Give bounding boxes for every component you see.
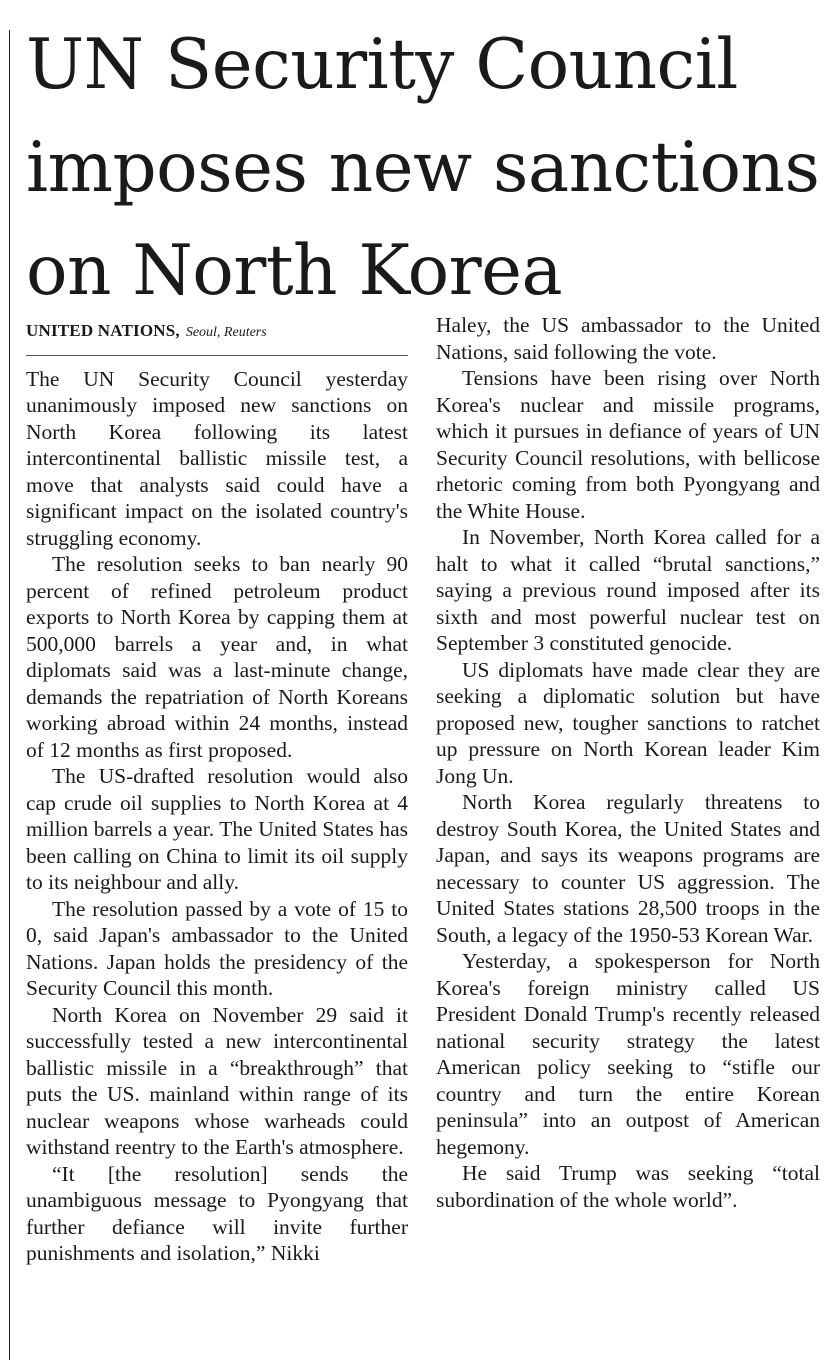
paragraph: US diplomats have made clear they are seeking a diplomatic solution but have proposed new, tougher sanctions to ratchet up pressure on North Korean leader Kim Jong Un. xyxy=(436,657,820,788)
paragraph: He said Trump was seeking “total subordination of the whole world”. xyxy=(436,1161,820,1212)
paragraph: North Korea on November 29 said it successfully tested a new intercontinental ballistic missile in a “breakthrough” that puts the US. mainland within range of its nuclear weapons whose warheads could withstand reentry to the Earth's atmosphere. xyxy=(26,1002,408,1159)
dateline-location: UNITED NATIONS, xyxy=(26,321,180,340)
dateline-divider xyxy=(26,355,408,356)
paragraph: North Korea regularly threatens to destroy South Korea, the United States and Japan, and says its weapons programs are necessary to counter US aggression. The United States stations 28,500 troops in the South, a legacy of the 1950-53 Korean War. xyxy=(436,790,820,947)
article-column-left xyxy=(26,318,408,1267)
dateline xyxy=(26,318,408,347)
headline: UN Security Council imposes new sanctions on North Korea xyxy=(26,25,820,311)
paragraph: Yesterday, a spokesperson for North Korea's foreign ministry called US President Donald Trump's recently released national security strategy the latest American policy seeking to “stifle our country and turn the entire Korean peninsula” into an outpost of American hegemony. xyxy=(436,949,820,1159)
article-column-right xyxy=(436,312,820,1213)
dateline-source: Seoul, Reuters xyxy=(185,325,267,340)
paragraph: In November, North Korea called for a halt to what it called “brutal sanctions,” saying a previous round imposed after its sixth and most powerful nuclear test on September 3 constituted genocide. xyxy=(436,525,820,655)
column-rule-left xyxy=(9,30,10,1360)
paragraph: “It [the resolution] sends the unambiguous message to Pyongyang that further defiance will invite further punishments and isolation,” Nikki xyxy=(26,1161,408,1265)
paragraph: The resolution passed by a vote of 15 to 0, said Japan's ambassador to the United Nations. Japan holds the presidency of the Security Council this month. xyxy=(26,896,408,1000)
paragraph: The US-drafted resolution would also cap crude oil supplies to North Korea at 4 million barrels a year. The United States has been calling on China to limit its oil supply to its neighbour and ally. xyxy=(26,764,408,894)
paragraph: Haley, the US ambassador to the United Nations, said following the vote. xyxy=(436,313,820,364)
paragraph: The UN Security Council yesterday unanimously imposed new sanctions on North Korea following its latest intercontinental ballistic missile test, a move that analysts said could have a significant impact on the isolated country's struggling economy. xyxy=(26,366,408,550)
paragraph: Tensions have been rising over North Korea's nuclear and missile programs, which it pursues in defiance of years of UN Security Council resolutions, with bellicose rhetoric coming from both Pyongyang and the White House. xyxy=(436,366,820,523)
paragraph: The resolution seeks to ban nearly 90 percent of refined petroleum product exports to North Korea by capping them at 500,000 barrels a year and, in what diplomats said was a last-minute change, demands the repatriation of North Koreans working abroad within 24 months, instead of 12 months as first proposed. xyxy=(26,552,408,762)
